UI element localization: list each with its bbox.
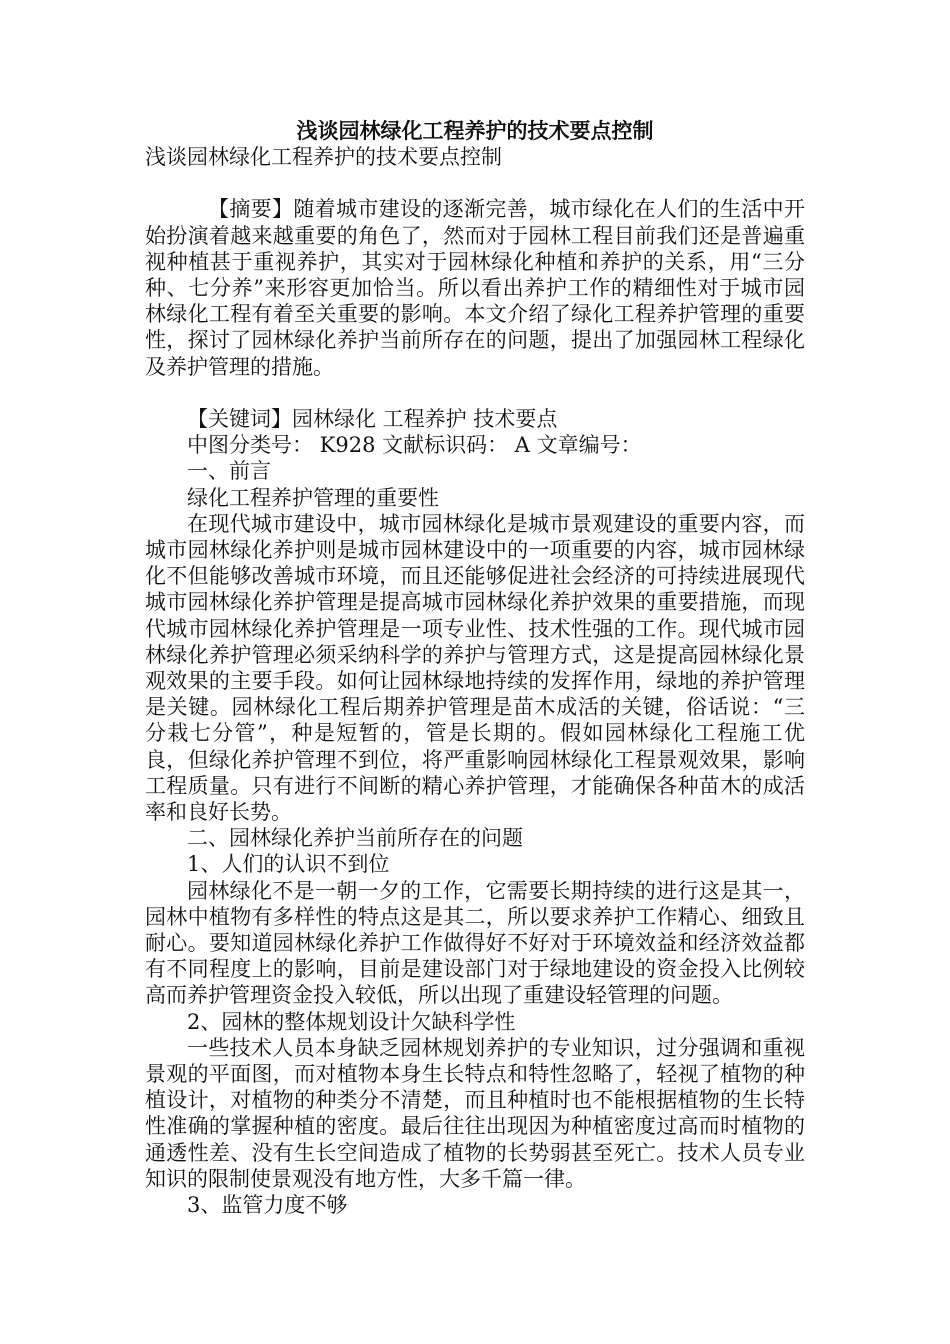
item3-heading: 3、监管力度不够 (187, 1193, 348, 1218)
item1-heading: 1、人们的认识不到位 (187, 852, 390, 877)
section2-heading: 二、园林绿化养护当前所存在的问题 (187, 826, 523, 851)
section1-subheading: 绿化工程养护管理的重要性 (187, 485, 439, 510)
spacer (145, 380, 805, 406)
spacer (145, 170, 805, 196)
abstract-paragraph: 【摘要】随着城市建设的逐渐完善，城市绿化在人们的生活中开始扮演着越来越重要的角色了，然而对于园林工程目前我们还是普遍重视种植甚于重视养护，其实对于园林绿化种植和养护的关系，用“三分种、七分养”来形容更加恰当。所以看出养护工作的精细性对于城市园林绿化工程有着至关重要的影响。本文介绍了绿化工程养护管理的重要性，探讨了园林绿化养护当前所存在的问题，提出了加强园林工程绿化及养护管理的措施。 (145, 197, 805, 379)
document-subtitle: 浅谈园林绿化工程养护的技术要点控制 (145, 145, 502, 169)
section1-body: 在现代城市建设中，城市园林绿化是城市景观建设的重要内容，而城市园林绿化养护则是城市园林建设中的一项重要的内容，城市园林绿化不但能够改善城市环境，而且还能够促进社会经济的可持续进展现代城市园林绿化养护管理是提高城市园林绿化养护效果的重要措施，而现代城市园林绿化养护管理是一项专业性、技术性强的工作。现代城市园林绿化养护管理必须采纳科学的养护与管理方式，这是提高园林绿化景观效果的主要手段。如何让园林绿地持续的发挥作用，绿地的养护管理是关键。园林绿化工程后期养护管理是苗木成活的关键，俗话说：“三分栽七分管”，种是短暂的，管是长期的。假如园林绿化工程施工优良，但绿化养护管理不到位，将严重影响园林绿化工程景观效果，影响工程质量。只有进行不间断的精心养护管理，才能确保各种苗木的成活率和良好长势。 (145, 511, 805, 825)
item2-heading: 2、园林的整体规划设计欠缺科学性 (187, 1009, 516, 1034)
section1-heading: 一、前言 (187, 459, 271, 484)
classification-line: 中图分类号： K928 文献标识码： A 文章编号： (187, 433, 642, 458)
document-page (145, 118, 805, 1218)
document-title: 浅谈园林绿化工程养护的技术要点控制 (296, 118, 654, 143)
item2-body: 一些技术人员本身缺乏园林规划养护的专业知识，过分强调和重视景观的平面图，而对植物本身生长特点和特性忽略了，轻视了植物的种植设计，对植物的种类分不清楚，而且种植时也不能根据植物的生长特性准确的掌握种植的密度。最后往往出现因为种植密度过高而时植物的通透性差、没有生长空间造成了植物的长势弱甚至死亡。技术人员专业知识的限制使景观没有地方性，大多千篇一律。 (145, 1035, 805, 1191)
keywords-line: 【关键词】园林绿化 工程养护 技术要点 (187, 407, 558, 431)
item1-body: 园林绿化不是一朝一夕的工作，它需要长期持续的进行这是其一，园林中植物有多样性的特点这是其二，所以要求养护工作精心、细致且耐心。要知道园林绿化养护工作做得好不好对于环境效益和经济效益都有不同程度上的影响，目前是建设部门对于绿地建设的资金投入比例较高而养护管理资金投入较低，所以出现了重建设轻管理的问题。 (145, 878, 805, 1008)
